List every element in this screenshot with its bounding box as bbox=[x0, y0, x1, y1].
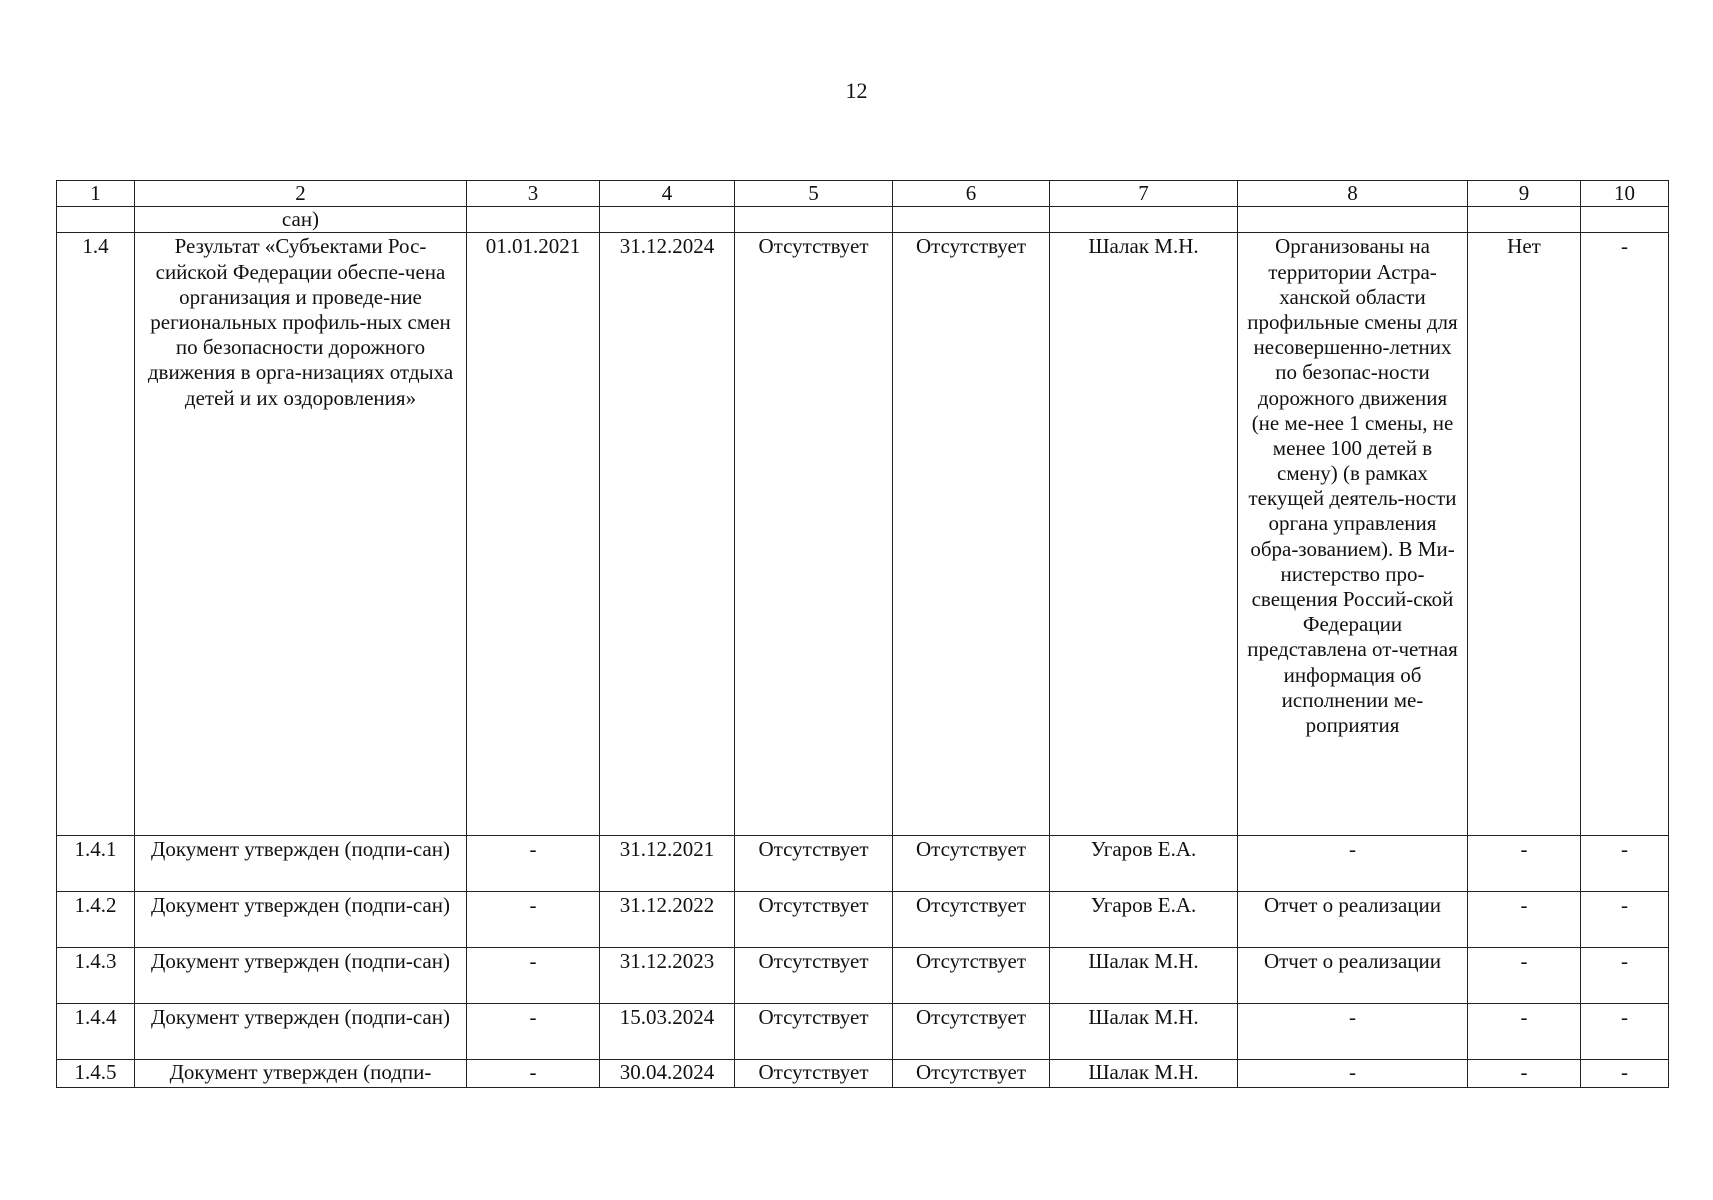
row-number: 1.4 bbox=[57, 233, 135, 836]
row-number: 1.4.1 bbox=[57, 836, 135, 892]
header-cell: 5 bbox=[735, 181, 893, 207]
col10-value: - bbox=[1581, 836, 1669, 892]
responsible: Угаров Е.А. bbox=[1050, 836, 1238, 892]
responsible: Шалак М.Н. bbox=[1050, 1060, 1238, 1088]
responsible: Шалак М.Н. bbox=[1050, 233, 1238, 836]
header-cell: 2 bbox=[135, 181, 467, 207]
table-cell bbox=[893, 207, 1050, 233]
col10-value: - bbox=[1581, 1004, 1669, 1060]
end-date: 31.12.2021 bbox=[600, 836, 735, 892]
row-name: Документ утвержден (подпи- bbox=[135, 1060, 467, 1088]
col9-value: - bbox=[1468, 1060, 1581, 1088]
col5-value: Отсутствует bbox=[735, 836, 893, 892]
row-name: Документ утвержден (подпи-сан) bbox=[135, 892, 467, 948]
table-cell: сан) bbox=[135, 207, 467, 233]
result-description: Отчет о реализации bbox=[1238, 892, 1468, 948]
end-date: 30.04.2024 bbox=[600, 1060, 735, 1088]
col5-value: Отсутствует bbox=[735, 233, 893, 836]
col9-value: Нет bbox=[1468, 233, 1581, 836]
col6-value: Отсутствует bbox=[893, 1060, 1050, 1088]
row-name: Результат «Субъектами Рос-сийской Федерации обеспе-чена организация и проведе-ние региональных профиль-ных смен по безопасности дорожного движения в орга-низациях отдыха детей и их оздоровления» bbox=[135, 233, 467, 836]
table-row bbox=[57, 1004, 1669, 1060]
table-cell bbox=[735, 207, 893, 233]
start-date: - bbox=[467, 948, 600, 1004]
start-date: - bbox=[467, 892, 600, 948]
col6-value: Отсутствует bbox=[893, 892, 1050, 948]
row-name: Документ утвержден (подпи-сан) bbox=[135, 836, 467, 892]
row-name: Документ утвержден (подпи-сан) bbox=[135, 1004, 467, 1060]
result-description: - bbox=[1238, 836, 1468, 892]
responsible: Угаров Е.А. bbox=[1050, 892, 1238, 948]
row-number: 1.4.3 bbox=[57, 948, 135, 1004]
col9-value: - bbox=[1468, 1004, 1581, 1060]
header-cell: 3 bbox=[467, 181, 600, 207]
start-date: - bbox=[467, 1004, 600, 1060]
col10-value: - bbox=[1581, 892, 1669, 948]
row-name: Документ утвержден (подпи-сан) bbox=[135, 948, 467, 1004]
table-cell bbox=[600, 207, 735, 233]
col10-value: - bbox=[1581, 233, 1669, 836]
result-description: Отчет о реализации bbox=[1238, 948, 1468, 1004]
result-description: Организованы на территории Астра-ханской области профильные смены для несовершенно-летних по безопас-ности дорожного движения (не ме-нее 1 смены, не менее 100 детей в смену) (в рамках текущей деятель-ности органа управления обра-зованием). В Ми-нистерство про-свещения Россий-ской Федерации представлена от-четная информация об исполнении ме-роприятия bbox=[1238, 233, 1468, 836]
col9-value: - bbox=[1468, 948, 1581, 1004]
start-date: - bbox=[467, 836, 600, 892]
col6-value: Отсутствует bbox=[893, 1004, 1050, 1060]
col10-value: - bbox=[1581, 1060, 1669, 1088]
col5-value: Отсутствует bbox=[735, 948, 893, 1004]
table-header-row bbox=[57, 181, 1669, 207]
row-number: 1.4.2 bbox=[57, 892, 135, 948]
col5-value: Отсутствует bbox=[735, 1004, 893, 1060]
end-date: 31.12.2022 bbox=[600, 892, 735, 948]
result-description: - bbox=[1238, 1004, 1468, 1060]
page-number: 12 bbox=[845, 78, 868, 103]
header-cell: 6 bbox=[893, 181, 1050, 207]
end-date: 31.12.2023 bbox=[600, 948, 735, 1004]
col6-value: Отсутствует bbox=[893, 233, 1050, 836]
result-description: - bbox=[1238, 1060, 1468, 1088]
table-cell bbox=[1581, 207, 1669, 233]
continuation-row bbox=[57, 207, 1669, 233]
table-cell bbox=[1050, 207, 1238, 233]
header-cell: 10 bbox=[1581, 181, 1669, 207]
activity-table bbox=[56, 180, 1669, 1088]
start-date: 01.01.2021 bbox=[467, 233, 600, 836]
table-row bbox=[57, 948, 1669, 1004]
header-cell: 8 bbox=[1238, 181, 1468, 207]
col10-value: - bbox=[1581, 948, 1669, 1004]
header-cell: 7 bbox=[1050, 181, 1238, 207]
end-date: 15.03.2024 bbox=[600, 1004, 735, 1060]
table-row bbox=[57, 892, 1669, 948]
header-cell: 1 bbox=[57, 181, 135, 207]
header-cell: 4 bbox=[600, 181, 735, 207]
col9-value: - bbox=[1468, 836, 1581, 892]
row-number: 1.4.4 bbox=[57, 1004, 135, 1060]
table-row-main bbox=[57, 233, 1669, 836]
responsible: Шалак М.Н. bbox=[1050, 948, 1238, 1004]
col9-value: - bbox=[1468, 892, 1581, 948]
responsible: Шалак М.Н. bbox=[1050, 1004, 1238, 1060]
col5-value: Отсутствует bbox=[735, 892, 893, 948]
row-number: 1.4.5 bbox=[57, 1060, 135, 1088]
header-cell: 9 bbox=[1468, 181, 1581, 207]
table-cell bbox=[467, 207, 600, 233]
table-cell bbox=[57, 207, 135, 233]
end-date: 31.12.2024 bbox=[600, 233, 735, 836]
start-date: - bbox=[467, 1060, 600, 1088]
col6-value: Отсутствует bbox=[893, 836, 1050, 892]
table-row bbox=[57, 1060, 1669, 1088]
table-cell bbox=[1238, 207, 1468, 233]
col5-value: Отсутствует bbox=[735, 1060, 893, 1088]
col6-value: Отсутствует bbox=[893, 948, 1050, 1004]
table-row bbox=[57, 836, 1669, 892]
table-cell bbox=[1468, 207, 1581, 233]
